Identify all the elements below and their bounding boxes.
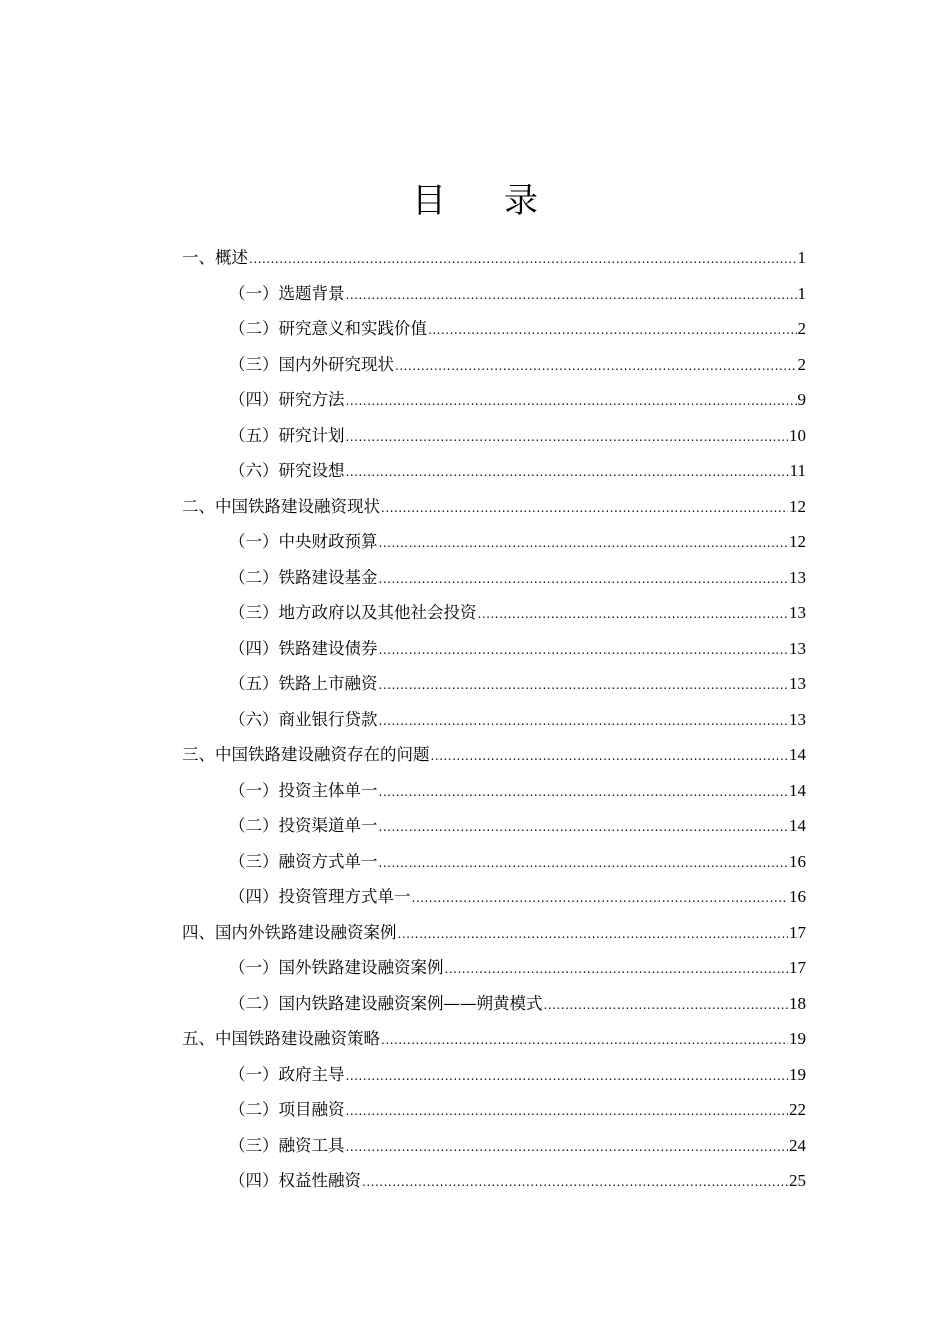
toc-entry-page-number: 9	[797, 390, 806, 409]
toc-title-char-1: 目	[412, 180, 446, 221]
toc-entry-page-number: 11	[789, 461, 806, 480]
toc-subsection-entry[interactable]	[182, 635, 806, 671]
toc-entry-page-number: 14	[789, 780, 806, 800]
toc-subsection-entry[interactable]	[182, 777, 806, 813]
toc-entry-label: （四）研究方法	[229, 390, 345, 409]
dot-leader	[445, 962, 789, 976]
dot-leader	[346, 430, 789, 444]
toc-entry-label: （四）权益性融资	[229, 1171, 361, 1190]
dot-leader	[379, 856, 789, 870]
toc-entry-label: 四、国内外铁路建设融资案例	[182, 922, 397, 942]
toc-entry-label: （一）中央财政预算	[229, 532, 378, 551]
toc-subsection-entry[interactable]	[182, 422, 806, 458]
toc-entry-label: 三、中国铁路建设融资存在的问题	[182, 745, 430, 764]
dot-leader	[379, 643, 789, 657]
toc-subsection-entry[interactable]	[182, 351, 806, 387]
toc-entry-page-number: 25	[789, 1171, 806, 1190]
dot-leader	[379, 820, 789, 834]
toc-entry-page-number: 14	[789, 745, 806, 764]
toc-subsection-entry[interactable]	[182, 1096, 806, 1132]
toc-entry-label: （二）项目融资	[229, 1100, 345, 1119]
toc-entry-label: （三）国内外研究现状	[229, 354, 394, 374]
toc-subsection-entry[interactable]	[182, 1061, 806, 1097]
dot-leader	[379, 785, 789, 799]
dot-leader	[346, 288, 797, 302]
toc-entry-label: 二、中国铁路建设融资现状	[182, 496, 380, 516]
dot-leader	[346, 1069, 789, 1083]
toc-entry-page-number: 17	[789, 922, 806, 942]
dot-leader	[379, 536, 789, 550]
toc-subsection-entry[interactable]	[182, 528, 806, 564]
toc-section-entry[interactable]	[182, 244, 806, 280]
toc-entry-page-number: 17	[789, 958, 806, 977]
dot-leader	[379, 714, 789, 728]
toc-entry-page-number: 12	[789, 496, 806, 516]
toc-subsection-entry[interactable]	[182, 706, 806, 742]
toc-subsection-entry[interactable]	[182, 564, 806, 600]
dot-leader	[395, 359, 797, 373]
toc-entry-label: （三）地方政府以及其他社会投资	[229, 603, 477, 622]
toc-section-entry[interactable]	[182, 919, 806, 955]
toc-entry-label: （六）研究设想	[229, 461, 345, 480]
toc-entry-label: （二）国内铁路建设融资案例——朔黄模式	[229, 993, 543, 1013]
toc-subsection-entry[interactable]	[182, 848, 806, 884]
toc-entry-page-number: 18	[789, 993, 806, 1013]
toc-subsection-entry[interactable]	[182, 812, 806, 848]
dot-leader	[381, 1033, 788, 1047]
dot-leader	[362, 1175, 788, 1189]
toc-section-entry[interactable]	[182, 1025, 806, 1061]
dot-leader	[249, 252, 797, 266]
toc-section-entry[interactable]	[182, 493, 806, 529]
toc-subsection-entry[interactable]	[182, 457, 806, 493]
toc-entry-label: （四）铁路建设债券	[229, 638, 378, 658]
dot-leader	[346, 394, 797, 408]
toc-entry-label: 一、概述	[182, 248, 248, 267]
toc-entry-label: （三）融资方式单一	[229, 851, 378, 871]
toc-entry-page-number: 13	[789, 567, 806, 587]
toc-entry-page-number: 19	[789, 1064, 806, 1084]
table-of-contents	[182, 244, 806, 1203]
toc-section-entry[interactable]	[182, 741, 806, 777]
toc-entry-page-number: 13	[789, 603, 806, 622]
toc-entry-page-number: 2	[797, 354, 806, 374]
toc-entry-label: （三）融资工具	[229, 1135, 345, 1155]
toc-entry-page-number: 22	[789, 1100, 806, 1119]
toc-entry-label: 五、中国铁路建设融资策略	[182, 1029, 380, 1048]
dot-leader	[478, 607, 789, 621]
toc-entry-label: （二）研究意义和实践价值	[229, 319, 427, 338]
toc-entry-label: （五）研究计划	[229, 425, 345, 445]
dot-leader	[431, 749, 789, 763]
toc-subsection-entry[interactable]	[182, 315, 806, 351]
toc-entry-label: （一）投资主体单一	[229, 780, 378, 800]
dot-leader	[544, 998, 789, 1012]
toc-entry-label: （四）投资管理方式单一	[229, 887, 411, 906]
toc-subsection-entry[interactable]	[182, 599, 806, 635]
toc-entry-page-number: 12	[789, 532, 806, 551]
toc-entry-label: （六）商业银行贷款	[229, 709, 378, 729]
toc-subsection-entry[interactable]	[182, 883, 806, 919]
toc-subsection-entry[interactable]	[182, 1167, 806, 1203]
toc-entry-page-number: 1	[797, 283, 806, 303]
dot-leader	[412, 891, 789, 905]
toc-entry-label: （五）铁路上市融资	[229, 674, 378, 693]
toc-entry-page-number: 13	[789, 638, 806, 658]
dot-leader	[346, 1104, 789, 1118]
toc-entry-page-number: 13	[789, 709, 806, 729]
dot-leader	[346, 1140, 789, 1154]
toc-entry-label: （二）投资渠道单一	[229, 816, 378, 835]
toc-subsection-entry[interactable]	[182, 1132, 806, 1168]
dot-leader	[379, 572, 789, 586]
toc-title	[0, 173, 950, 222]
toc-entry-page-number: 2	[797, 319, 806, 338]
toc-entry-page-number: 1	[797, 248, 806, 267]
dot-leader	[381, 501, 788, 515]
toc-entry-label: （一）政府主导	[229, 1064, 345, 1084]
toc-entry-label: （一）国外铁路建设融资案例	[229, 958, 444, 977]
toc-subsection-entry[interactable]	[182, 386, 806, 422]
toc-entry-label: （二）铁路建设基金	[229, 567, 378, 587]
toc-title-char-2: 录	[504, 180, 538, 221]
dot-leader	[398, 927, 789, 941]
toc-entry-label: （一）选题背景	[229, 283, 345, 303]
toc-subsection-entry[interactable]	[182, 954, 806, 990]
dot-leader	[379, 678, 789, 692]
toc-entry-page-number: 14	[789, 816, 806, 835]
toc-entry-page-number: 24	[789, 1135, 806, 1155]
toc-subsection-entry[interactable]	[182, 670, 806, 706]
toc-subsection-entry[interactable]	[182, 280, 806, 316]
toc-entry-page-number: 10	[789, 425, 806, 445]
dot-leader	[346, 465, 789, 479]
toc-entry-page-number: 16	[789, 851, 806, 871]
toc-subsection-entry[interactable]	[182, 990, 806, 1026]
dot-leader	[428, 323, 797, 337]
toc-entry-page-number: 13	[789, 674, 806, 693]
toc-entry-page-number: 16	[789, 887, 806, 906]
toc-entry-page-number: 19	[789, 1029, 806, 1048]
